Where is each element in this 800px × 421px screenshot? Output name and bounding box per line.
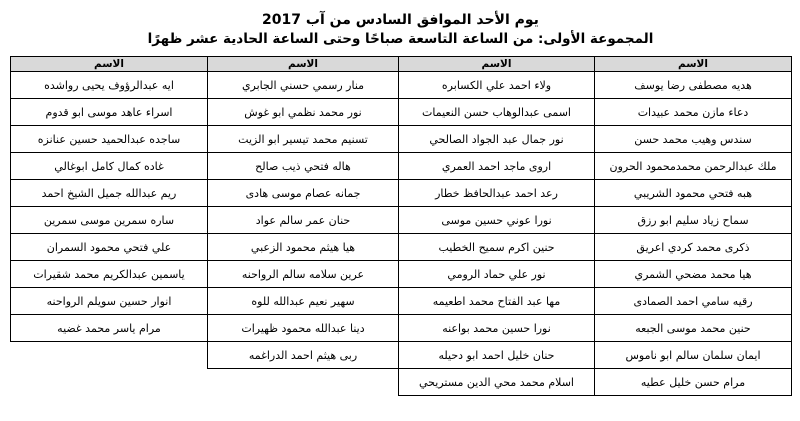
table-header-row (11, 57, 792, 72)
name-cell: نورا عوني حسين موسى (399, 207, 595, 234)
name-cell: سهير نعيم عبدالله للوه (208, 288, 399, 315)
table-row (11, 288, 792, 315)
name-cell: مرام حسن خليل عطيه (595, 369, 792, 396)
column-header: الاسم (595, 57, 792, 72)
name-cell: نور جمال عبد الجواد الصالحي (399, 126, 595, 153)
name-cell: ياسمين عبدالكريم محمد شقيرات (11, 261, 208, 288)
name-cell: ملك عبدالرحمن محمدمحمود الحرون (595, 153, 792, 180)
group-subtitle: المجموعة الأولى: من الساعة التاسعة صباحًا وحتى الساعة الحادية عشر ظهرًا (147, 31, 654, 47)
table-row (11, 180, 792, 207)
table-row (11, 99, 792, 126)
name-cell: رعد احمد عبدالحافظ خطار (399, 180, 595, 207)
table-row (11, 261, 792, 288)
name-cell: ولاء احمد علي الكسابره (399, 72, 595, 99)
name-cell: حنان عمر سالم عواد (208, 207, 399, 234)
name-cell: مها عبد الفتاح محمد اطعيمه (399, 288, 595, 315)
table-row (11, 342, 792, 369)
name-cell (11, 369, 208, 396)
name-cell: ايه عبدالرؤوف يحيى رواشده (11, 72, 208, 99)
name-cell: ساجده عبدالحميد حسين عنانزه (11, 126, 208, 153)
name-cell: اسمى عبدالوهاب حسن النعيمات (399, 99, 595, 126)
name-cell: جمانه عصام موسى هادى (208, 180, 399, 207)
name-cell: علي فتحي محمود السمران (11, 234, 208, 261)
name-cell: انوار حسين سويلم الرواحنه (11, 288, 208, 315)
table-row (11, 207, 792, 234)
name-cell: ساره سمرين موسى سمرين (11, 207, 208, 234)
name-cell: هبه فتحي محمود الشريبي (595, 180, 792, 207)
column-header: الاسم (11, 57, 208, 72)
table-row (11, 369, 792, 396)
name-cell: غاده كمال كامل ابوغالي (11, 153, 208, 180)
name-cell: دعاء مازن محمد عبيدات (595, 99, 792, 126)
page-title: يوم الأحد الموافق السادس من آب 2017 (262, 12, 539, 28)
name-cell: نور محمد نظمي ابو غوش (208, 99, 399, 126)
name-cell: هاله فتحي ذيب صالح (208, 153, 399, 180)
table-row (11, 315, 792, 342)
name-cell: نور علي حماد الرومي (399, 261, 595, 288)
names-table (10, 56, 792, 396)
name-cell: هيا هيثم محمود الزعبي (208, 234, 399, 261)
name-cell: حنين محمد موسى الجبعه (595, 315, 792, 342)
name-cell (208, 369, 399, 396)
name-cell: مرام ياسر محمد غضيه (11, 315, 208, 342)
table-row (11, 126, 792, 153)
column-header: الاسم (399, 57, 595, 72)
name-cell: منار رسمي حسني الجابري (208, 72, 399, 99)
name-cell: سماح زياد سليم ابو رزق (595, 207, 792, 234)
column-header: الاسم (208, 57, 399, 72)
name-cell: حنان خليل احمد ابو دحيله (399, 342, 595, 369)
name-cell: تسنيم محمد تيسير ابو الزيت (208, 126, 399, 153)
table-row (11, 234, 792, 261)
name-cell: ريم عبدالله جميل الشيخ احمد (11, 180, 208, 207)
name-cell: سندس وهيب محمد حسن (595, 126, 792, 153)
name-cell: اسراء عاهد موسى ابو قدوم (11, 99, 208, 126)
name-cell: رقيه سامي احمد الصمادى (595, 288, 792, 315)
table-row (11, 72, 792, 99)
name-cell: نورا حسين محمد بواعنه (399, 315, 595, 342)
name-cell: هيا محمد مضحي الشمري (595, 261, 792, 288)
name-cell: اسلام محمد محي الدين مستريحي (399, 369, 595, 396)
name-cell: ربى هيثم احمد الدراغمه (208, 342, 399, 369)
name-cell: اروى ماجد احمد العمري (399, 153, 595, 180)
table-body (11, 72, 792, 396)
name-cell: دينا عبدالله محمود ظهيرات (208, 315, 399, 342)
name-cell: حنين اكرم سميح الخطيب (399, 234, 595, 261)
name-cell: هديه مصطفى رضا يوسف (595, 72, 792, 99)
name-cell: عرين سلامه سالم الرواحنه (208, 261, 399, 288)
name-cell: ايمان سلمان سالم ابو ناموس (595, 342, 792, 369)
table-row (11, 153, 792, 180)
name-cell: ذكرى محمد كردي اعريق (595, 234, 792, 261)
name-cell (11, 342, 208, 369)
